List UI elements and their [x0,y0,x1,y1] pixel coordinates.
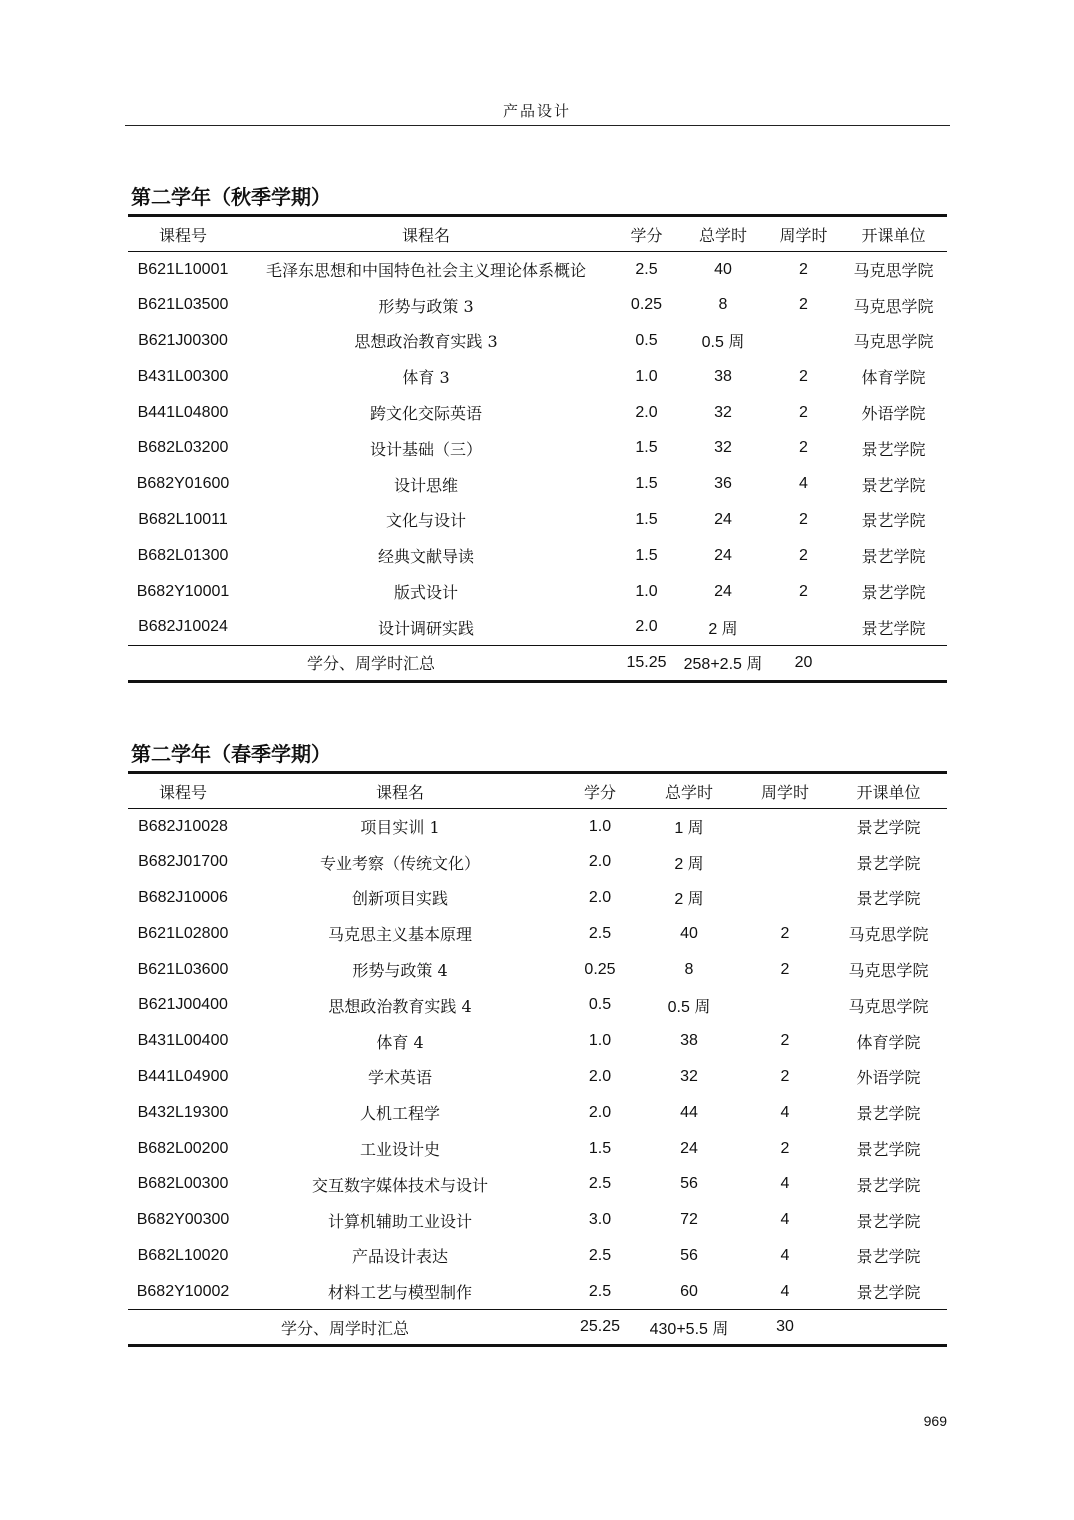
summary-unit-empty [830,1310,947,1346]
weekly-hours: 2 [780,1139,790,1157]
weekly-hours [740,987,830,1023]
weekly-hours: 4 [780,1175,790,1193]
course-name: 体育 3 [402,368,450,388]
credits: 2.5 [588,1246,612,1264]
total-hours: 8 [684,960,694,978]
table-row [128,952,947,988]
offering-unit: 马克思学院 [853,332,934,352]
credits: 1.0 [635,582,658,600]
section-title-spring: 第二学年（春季学期） [131,742,331,766]
course-name: 形势与政策 3 [378,296,474,316]
weekly-hours: 2 [799,510,808,528]
column-header-weekly-hours: 周学时 [760,782,809,802]
total-hours: 36 [714,475,732,493]
credits: 1.0 [635,367,658,385]
weekly-hours: 4 [780,1103,790,1121]
table-row [128,538,947,574]
course-table-spring [128,771,947,1347]
course-code: B682Y00300 [136,1211,230,1229]
course-code: B621L10001 [137,260,229,278]
course-code: B441L04900 [137,1067,229,1085]
total-hours: 0.5 周 [701,334,745,352]
course-code: B682J10024 [138,618,228,636]
offering-unit: 景艺学院 [856,1247,921,1267]
weekly-hours: 4 [780,1211,790,1229]
offering-unit: 景艺学院 [856,1283,921,1302]
course-name: 版式设计 [393,583,458,603]
credits: 2.0 [588,853,612,871]
table-header-row [128,773,947,809]
total-hours: 40 [680,924,698,942]
credits: 1.0 [588,1032,612,1050]
offering-unit: 景艺学院 [861,511,926,531]
course-code: B441L04800 [137,403,229,421]
column-header-weekly-hours: 周学时 [779,225,828,245]
credits: 1.5 [635,510,658,528]
table-row [128,287,947,323]
table-row [128,1274,947,1310]
total-hours: 24 [714,510,732,528]
table-row [128,323,947,359]
table-row [128,987,947,1023]
total-hours: 60 [680,1282,698,1300]
total-hours: 2 周 [708,620,738,638]
summary-label: 学分、周学时汇总 [306,654,435,674]
course-name: 毛泽东思想和中国特色社会主义理论体系概论 [265,261,586,281]
table-row [128,466,947,502]
table-row [128,574,947,610]
course-name: 创新项目实践 [351,889,448,909]
credits: 2.5 [588,1282,612,1300]
course-code: B682J10028 [138,817,228,835]
summary-credits: 15.25 [626,653,667,671]
table-row [128,1095,947,1131]
summary-label: 学分、周学时汇总 [280,1318,409,1338]
weekly-hours: 2 [799,367,808,385]
course-name: 专业考察（传统文化） [319,853,480,873]
table-row [128,1023,947,1059]
offering-unit: 马克思学院 [848,925,929,945]
header-rule [125,125,950,126]
total-hours: 38 [680,1032,698,1050]
offering-unit: 景艺学院 [856,1175,921,1195]
offering-unit: 景艺学院 [856,1104,921,1124]
page-number: 969 [923,1413,947,1429]
course-code: B682L10020 [137,1246,229,1264]
summary-weekly-hours: 30 [776,1318,794,1336]
course-name: 设计调研实践 [377,618,474,638]
course-code: B621L02800 [137,924,229,942]
course-code: B432L19300 [137,1103,229,1121]
course-code: B431L00300 [137,367,229,385]
credits: 2.0 [588,1067,612,1085]
column-header-credits: 学分 [630,225,663,245]
course-name: 计算机辅助工业设计 [327,1211,472,1231]
summary-unit-empty [840,645,947,681]
credits: 2.5 [588,924,612,942]
offering-unit: 景艺学院 [861,547,926,567]
column-header-code: 课程号 [158,782,207,802]
table-row [128,359,947,395]
summary-credits: 25.25 [579,1318,621,1336]
course-code: B621L03500 [137,296,229,314]
offering-unit: 景艺学院 [856,1140,921,1160]
table-row [128,844,947,880]
total-hours: 32 [680,1067,698,1085]
credits: 2.0 [588,888,612,906]
total-hours: 56 [680,1246,698,1264]
section-title-autumn: 第二学年（秋季学期） [131,185,331,209]
offering-unit: 景艺学院 [856,818,921,838]
offering-unit: 景艺学院 [861,618,926,638]
table-row [128,395,947,431]
credits: 0.25 [584,960,616,978]
course-code: B682L00200 [137,1139,229,1157]
column-header-code: 课程号 [158,225,207,245]
course-code: B682L10011 [138,510,228,528]
course-table-autumn [128,214,947,683]
credits: 1.5 [635,475,658,493]
weekly-hours: 2 [799,260,808,278]
total-hours: 0.5 周 [667,998,711,1016]
course-code: B621L03600 [137,960,229,978]
weekly-hours: 2 [780,1032,790,1050]
credits: 0.5 [588,996,612,1014]
course-name: 设计基础（三） [369,439,482,459]
offering-unit: 马克思学院 [853,296,934,316]
table-row [128,1166,947,1202]
weekly-hours: 2 [799,439,808,457]
total-hours: 38 [714,367,732,385]
credits: 0.25 [630,296,663,314]
total-hours: 24 [680,1139,698,1157]
weekly-hours [767,609,840,645]
offering-unit: 景艺学院 [861,475,926,495]
weekly-hours: 2 [799,546,808,564]
summary-row [128,645,947,681]
summary-weekly-hours: 20 [794,653,813,671]
table-row [128,916,947,952]
offering-unit: 马克思学院 [848,961,929,981]
course-name: 体育 4 [376,1032,424,1052]
table-row [128,609,947,645]
credits: 2.0 [635,403,658,421]
column-header-total-hours: 总学时 [664,782,713,802]
credits: 1.5 [635,546,658,564]
column-header-credits: 学分 [583,782,616,802]
total-hours: 72 [680,1211,698,1229]
total-hours: 32 [714,403,732,421]
weekly-hours: 2 [780,960,790,978]
course-code: B682Y10002 [136,1282,230,1300]
course-code: B682Y01600 [136,475,230,493]
weekly-hours: 4 [799,475,808,493]
table-row [128,880,947,916]
course-name: 经典文献导读 [377,547,474,567]
course-name: 人机工程学 [359,1104,440,1124]
offering-unit: 外语学院 [861,404,926,424]
summary-total-hours: 258+2.5 周 [683,656,763,674]
table-row [128,809,947,845]
course-name: 设计思维 [393,475,458,495]
course-code: B682L00300 [137,1175,229,1193]
credits: 2.5 [588,1175,612,1193]
total-hours: 2 周 [674,855,704,873]
summary-row [128,1310,947,1346]
course-code: B682L03200 [137,439,229,457]
course-name: 马克思主义基本原理 [327,925,472,945]
course-name: 形势与政策 4 [352,961,448,981]
offering-unit: 马克思学院 [853,261,934,281]
offering-unit: 马克思学院 [848,996,929,1016]
total-hours: 24 [714,582,732,600]
column-header-unit: 开课单位 [861,225,926,245]
course-code: B621J00300 [138,331,228,349]
table-row [128,252,947,288]
running-header-title: 产品设计 [502,102,571,120]
offering-unit: 体育学院 [861,368,926,388]
offering-unit: 景艺学院 [856,853,921,873]
weekly-hours [740,809,830,845]
credits: 3.0 [588,1211,612,1229]
offering-unit: 体育学院 [856,1032,921,1052]
course-name: 思想政治教育实践 4 [328,996,472,1016]
offering-unit: 景艺学院 [856,1211,921,1231]
total-hours: 32 [714,439,732,457]
weekly-hours: 4 [780,1246,790,1264]
total-hours: 44 [680,1103,698,1121]
column-header-total-hours: 总学时 [698,225,747,245]
course-code: B682L01300 [137,546,229,564]
column-header-name: 课程名 [375,782,424,802]
weekly-hours: 2 [799,403,808,421]
table-row [128,1238,947,1274]
total-hours: 56 [680,1175,698,1193]
course-name: 交互数字媒体技术与设计 [311,1175,488,1195]
course-name: 思想政治教育实践 3 [354,332,498,352]
column-header-unit: 开课单位 [856,782,921,802]
course-name: 跨文化交际英语 [369,404,482,424]
course-name: 工业设计史 [359,1140,440,1160]
total-hours: 8 [718,296,728,314]
credits: 2.0 [635,618,658,636]
weekly-hours: 2 [780,924,790,942]
weekly-hours: 2 [799,296,808,314]
column-header-name: 课程名 [401,225,450,245]
weekly-hours: 2 [780,1067,790,1085]
offering-unit: 景艺学院 [861,439,926,459]
course-name: 项目实训 1 [360,818,440,838]
credits: 0.5 [635,331,658,349]
table-row [128,1131,947,1167]
credits: 1.0 [588,817,612,835]
offering-unit: 景艺学院 [856,889,921,909]
credits: 1.5 [635,439,658,457]
course-name: 材料工艺与模型制作 [327,1283,472,1302]
table-header-row [128,216,947,252]
offering-unit: 景艺学院 [861,583,926,603]
table-row [128,1202,947,1238]
total-hours: 40 [714,260,732,278]
weekly-hours [767,323,840,359]
table-row [128,430,947,466]
course-code: B682J10006 [138,888,228,906]
total-hours: 24 [714,546,732,564]
weekly-hours: 2 [799,582,808,600]
credits: 2.0 [588,1103,612,1121]
credits: 1.5 [588,1139,612,1157]
course-code: B682J01700 [138,853,228,871]
weekly-hours [740,844,830,880]
table-row [128,1059,947,1095]
weekly-hours: 4 [780,1282,790,1300]
table-row [128,502,947,538]
total-hours: 1 周 [674,820,704,838]
course-code: B621J00400 [138,996,228,1014]
offering-unit: 外语学院 [856,1068,921,1088]
course-name: 产品设计表达 [351,1247,448,1267]
course-code: B682Y10001 [136,582,230,600]
summary-total-hours: 430+5.5 周 [649,1320,729,1338]
course-code: B431L00400 [137,1032,229,1050]
credits: 2.5 [635,260,658,278]
course-name: 文化与设计 [385,511,466,531]
total-hours: 2 周 [674,891,704,909]
weekly-hours [740,880,830,916]
course-name: 学术英语 [367,1068,432,1088]
